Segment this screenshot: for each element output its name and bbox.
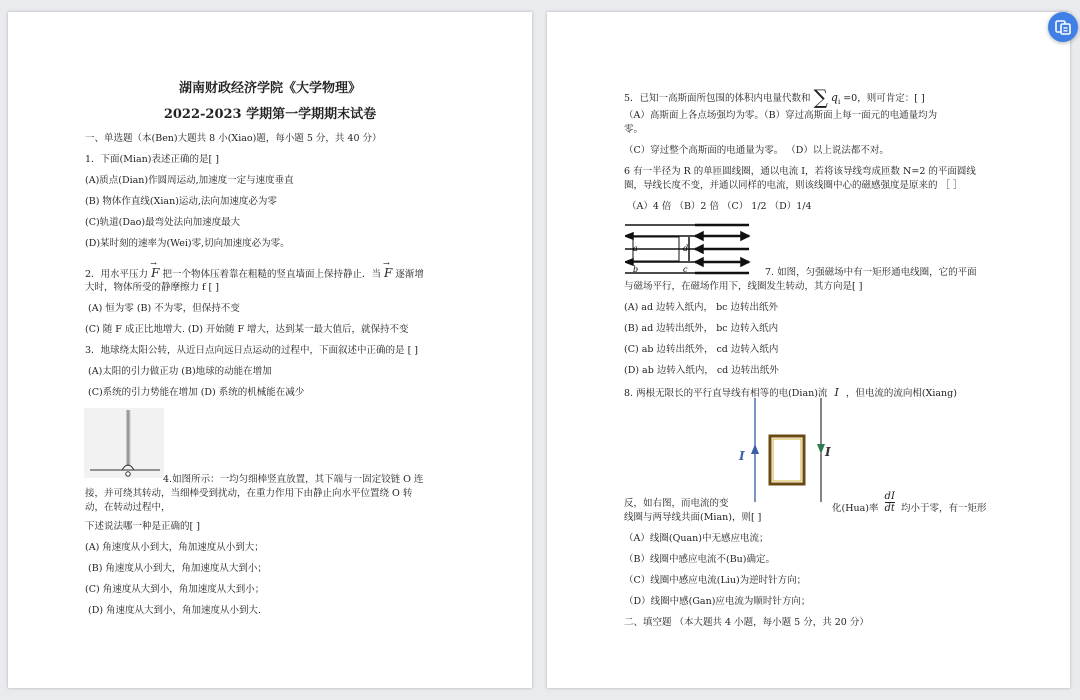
derivative-fraction — [885, 491, 895, 514]
q6-stem-line2: 圈，导线长度不变，并通以同样的电流，则该线圈中心的磁感强度是原来的 ［ ］ — [624, 180, 963, 191]
translate-button[interactable] — [1048, 12, 1078, 42]
current-symbol: I — [834, 386, 839, 399]
q8-stem-part: ，但电流的流向相(Xiang) — [845, 388, 957, 399]
q5-stem — [624, 85, 925, 109]
q8-option-d: （D）线圈中感(Gan)应电流为顺时针方向； — [624, 596, 811, 607]
section-heading: 一、单选题（本(Ben)大题共 8 小(Xiao)题，每小题 5 分，共 40 分） — [85, 133, 382, 144]
page-right — [547, 12, 1070, 688]
q8-stem-line3: 线圈与两导线共面(Mian)，则[ ] — [624, 512, 762, 523]
parallel-wires-figure — [737, 398, 837, 502]
force-symbol: → F — [151, 266, 159, 280]
index-subscript: i — [837, 97, 841, 106]
q5-option-ab: （A）高斯面上各点场强均为零。（B）穿过高斯面上每一面元的电通量均为 — [624, 110, 938, 121]
derivative-denominator: dt — [884, 503, 895, 514]
q8-stem-part: 化(Hua)率 — [832, 503, 879, 514]
charge-symbol: q — [830, 91, 838, 104]
q8-option-a: （A）线圈(Quan)中无感应电流； — [624, 533, 769, 544]
q2-options-cd: (C) 随 F 成正比地增大. (D) 开始随 F 增大，达到某一最大值后，就保持不变 — [85, 324, 409, 335]
corner-label-a: a — [633, 244, 638, 253]
page-left — [8, 12, 532, 688]
q2-stem-part: 逐渐增 — [395, 269, 424, 280]
q5-option-cd: （C）穿过整个高斯面的电通量为零。 （D）以上说法都不对。 — [624, 145, 889, 156]
derivative-numerator: dI — [884, 491, 895, 502]
q5-stem-part: =0，则可肯定：[ ] — [843, 93, 925, 104]
q8-option-b: （B）线圈中感应电流不(Bu)确定。 — [624, 554, 775, 565]
q6-options: （A）4 倍 （B）2 倍 （C） 1/2 （D）1/4 — [627, 201, 812, 212]
rod-hinge-figure — [84, 408, 164, 478]
q4-option-a: (A) 角速度从小到大，角加速度从小到大； — [85, 542, 264, 553]
corner-label-c: c — [683, 265, 688, 274]
q2-options-ab: (A) 恒为零 (B) 不为零，但保持不变 — [88, 303, 240, 314]
q7-option-c: (C) ab 边转出纸外， cd 边转入纸内 — [624, 344, 779, 355]
q2-stem-part: 把一个物体压着靠在粗糙的竖直墙面上保持静止．当 — [162, 269, 381, 280]
q1-option-d: (D)某时刻的速率为(Wei)零,切向加速度必为零。 — [85, 238, 290, 249]
q2-stem-part: 2．用水平压力 — [85, 269, 149, 280]
q7-stem-line2: 与磁场平行，在磁场作用下，线圈发生转动，其方向是[ ] — [624, 281, 863, 292]
wire-current-label: I — [825, 445, 831, 459]
q7-option-a: (A) ad 边转入纸内， bc 边转出纸外 — [624, 302, 778, 313]
q4-stem-line2: 接，并可绕其转动，当细棒受到扰动，在重力作用下由静止向水平位置绕 O 转 — [85, 488, 413, 499]
q5-option-ab-cont: 零。 — [624, 124, 644, 135]
q3-stem: 3．地球绕太阳公转，从近日点向远日点运动的过程中，下面叙述中正确的是 [ ] — [85, 345, 418, 356]
q8-stem-part: 均小于零，有一矩形 — [900, 503, 987, 514]
q4-option-c: (C) 角速度从大到小，角加速度从大到小； — [85, 584, 265, 595]
q2-stem-cont: 大时，物体所受的静摩擦力 f [ ] — [85, 282, 219, 293]
q3-options-cd: (C)系统的引力势能在增加 (D) 系统的机械能在减少 — [88, 387, 305, 398]
q1-option-b: (B) 物体作直线(Xian)运动,法向加速度必为零 — [85, 196, 277, 207]
q6-stem-line1: 6 有一半径为 R 的单匝圆线圈，通以电流 I，若将该导线弯成匝数 N=2 的平面圆线 — [624, 166, 976, 177]
q7-option-d: (D) ab 边转入纸内， cd 边转出纸外 — [624, 365, 779, 376]
q8-option-c: （C）线圈中感应电流(Liu)为逆时针方向； — [624, 575, 807, 586]
exam-subtitle: 2022-2023 学期第一学期期末试卷 — [163, 107, 377, 122]
wire-current-label: I — [739, 449, 745, 463]
q5-stem-part: 5．已知一高斯面所包围的体积内电量代数和 — [624, 93, 811, 104]
q4-prompt: 下述说法哪一种是正确的[ ] — [85, 521, 200, 532]
q4-option-d: (D) 角速度从大到小，角加速度从小到大. — [88, 605, 262, 616]
translate-icon — [1054, 18, 1072, 36]
q1-option-c: (C)轨道(Dao)最弯处法向加速度最大 — [85, 217, 241, 228]
q4-stem-line3: 动，在转动过程中， — [85, 502, 171, 513]
magnetic-field-coil-figure — [625, 221, 751, 277]
corner-label-b: b — [633, 265, 639, 274]
corner-label-d: d — [683, 244, 689, 253]
sum-symbol: ∑ — [813, 85, 828, 109]
page-title: 湖南财政经济学院《大学物理》 — [178, 81, 361, 96]
q2-stem — [85, 267, 424, 281]
q4-stem-line1: 4.如图所示：一均匀细棒竖直放置，其下端与一固定铰链 O 连 — [163, 474, 424, 485]
q7-stem-line1: 7. 如图，匀强磁场中有一矩形通电线圈，它的平面 — [765, 267, 977, 278]
q8-stem-line2 — [832, 491, 987, 520]
q3-options-ab: (A)太阳的引力做正功 (B)地球的动能在增加 — [88, 366, 272, 377]
q1-option-a: (A)质点(Dian)作圆周运动,加速度一定与速度垂直 — [85, 175, 294, 186]
force-symbol: → F — [384, 266, 392, 280]
q8-stem-part: 8. 两根无限长的平行直导线有相等的电(Dian)流 — [624, 388, 828, 399]
q7-option-b: (B) ad 边转出纸外， bc 边转入纸内 — [624, 323, 779, 334]
q4-option-b: (B) 角速度从小到大，角加速度从大到小； — [88, 563, 267, 574]
q8-stem-line2: 反，如右图，而电流的变 — [624, 498, 729, 509]
q1-stem: 1．下面(Mian)表述正确的是[ ] — [85, 154, 219, 165]
section-heading: 二、填空题 （本大题共 4 小题，每小题 5 分，共 20 分） — [624, 617, 869, 628]
